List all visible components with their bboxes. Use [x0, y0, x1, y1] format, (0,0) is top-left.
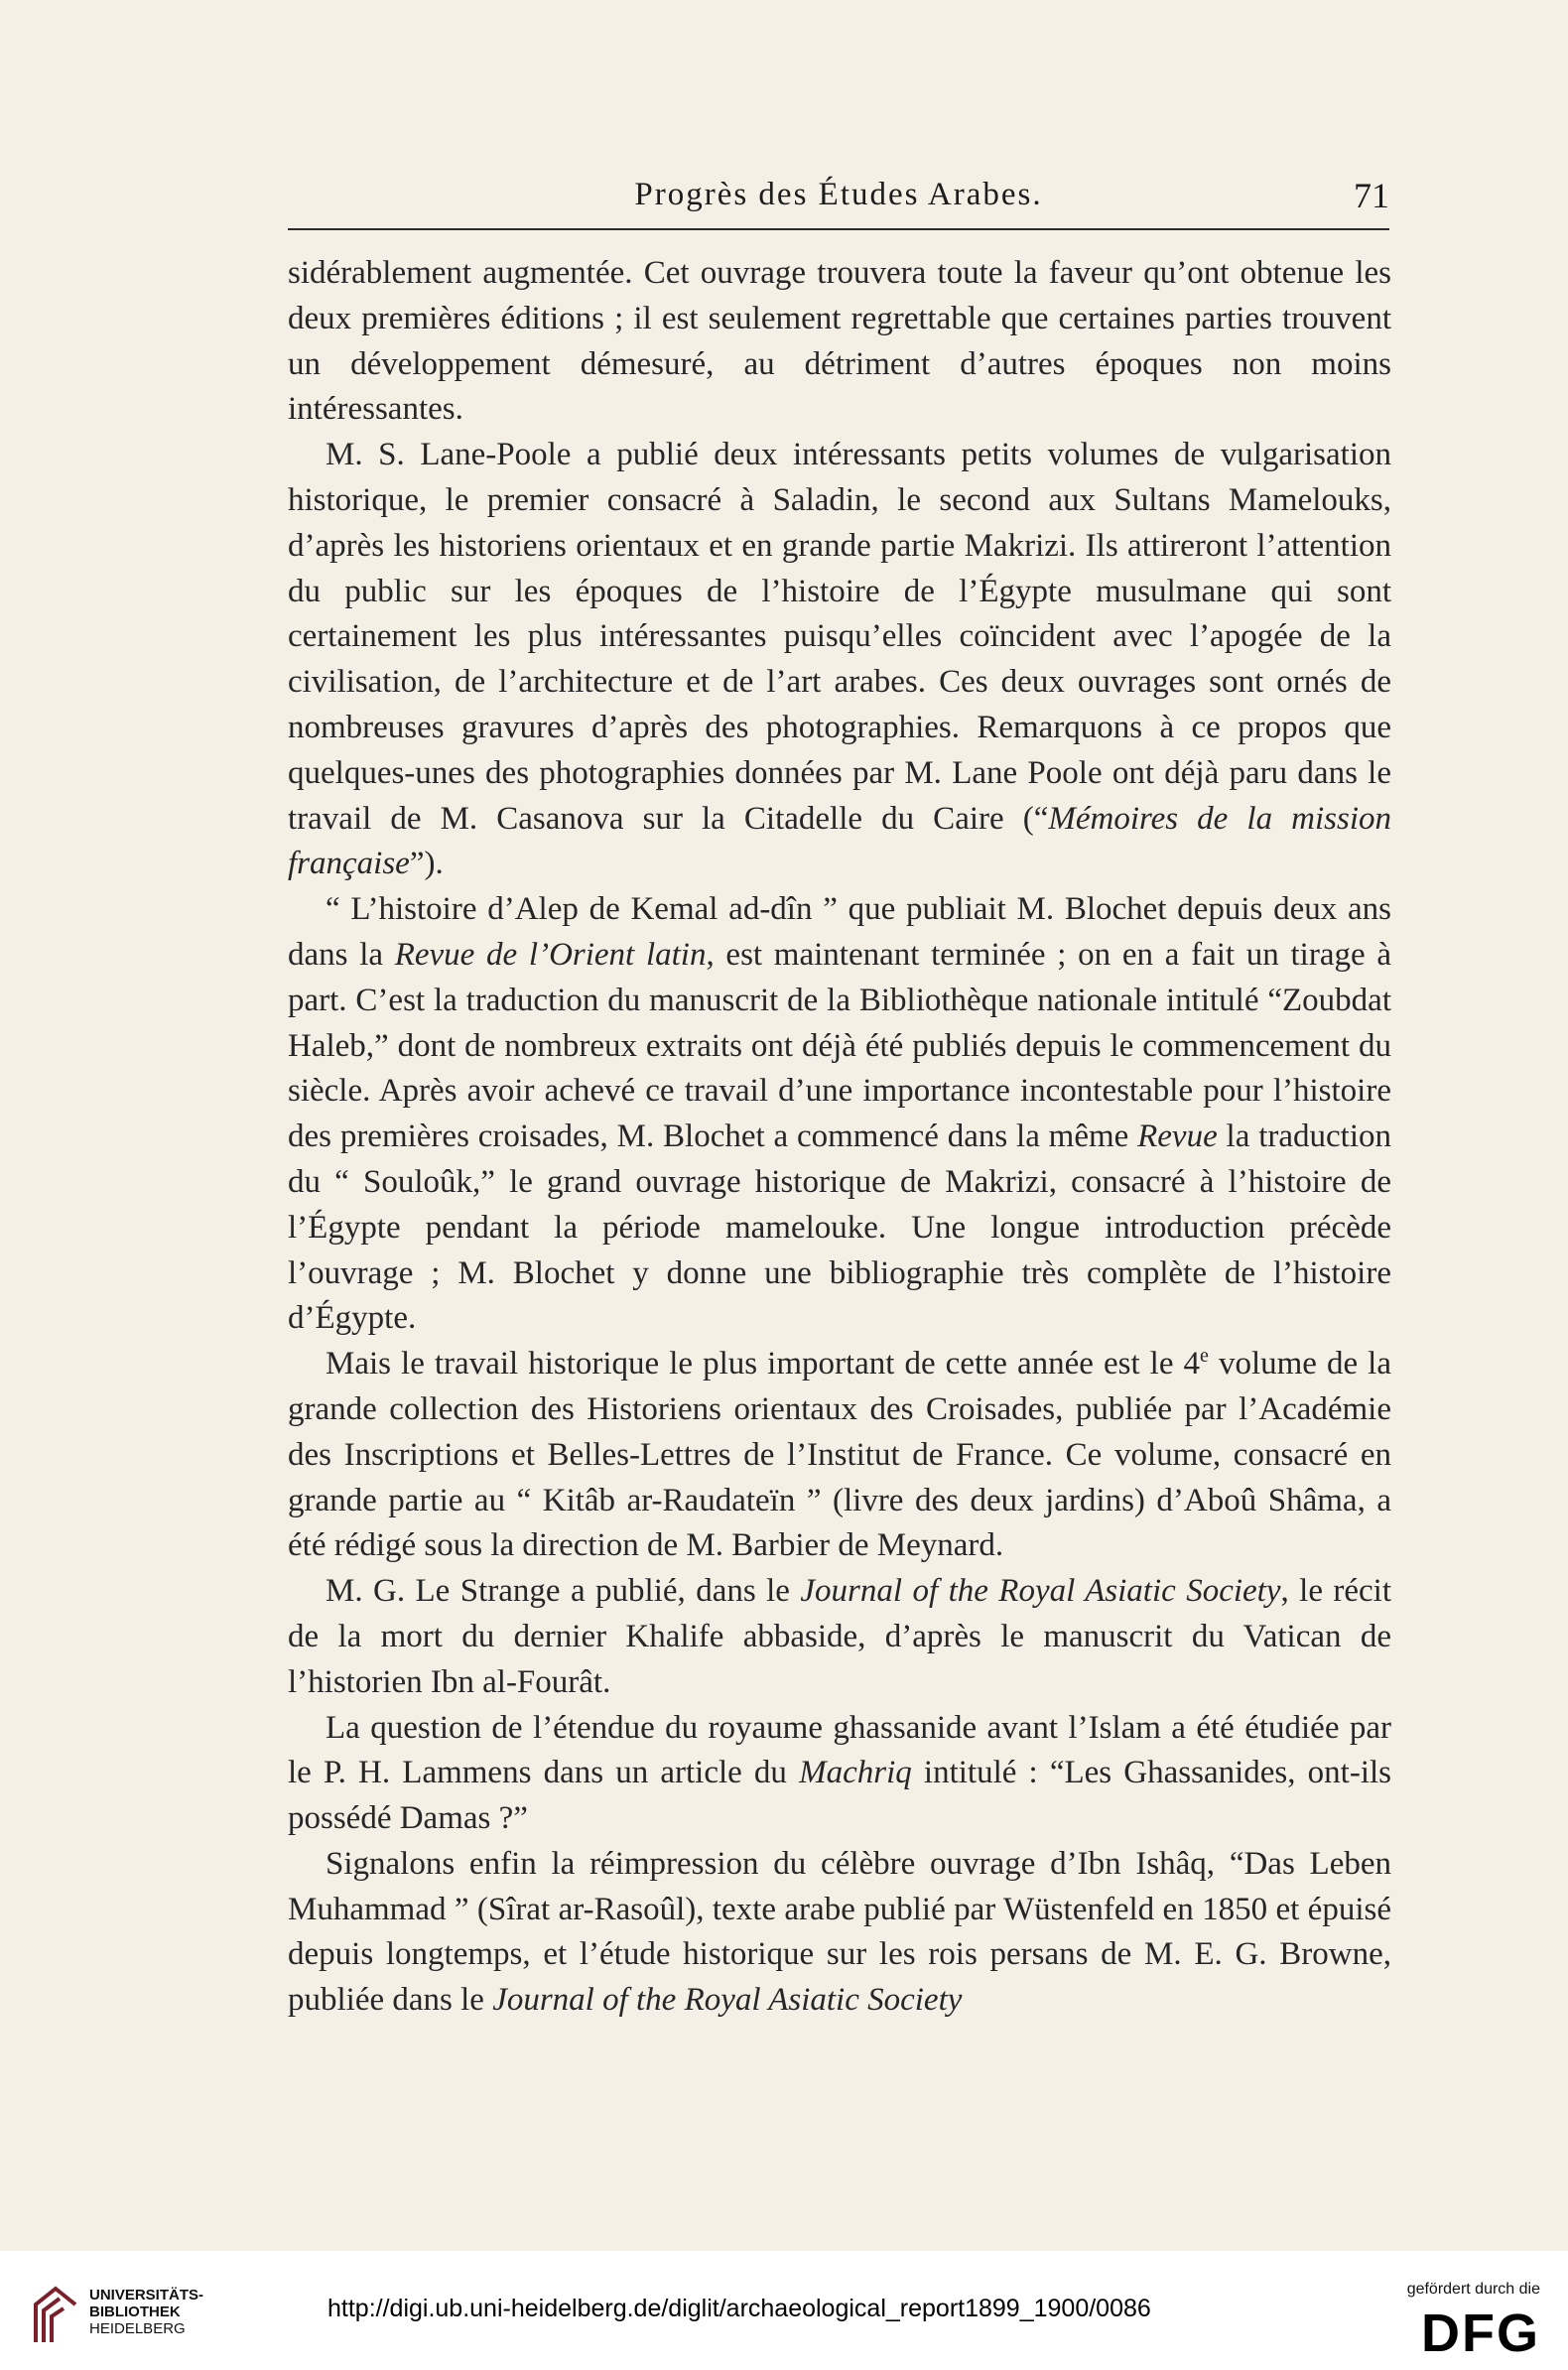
header-rule — [288, 228, 1389, 230]
paragraph-5: M. G. Le Strange a publié, dans le Journal of the Royal Asiatic Society, le récit de la mort du dernier Khalife abbaside, d’après le manuscrit du Vatican de l’historien Ibn al-Fourât. — [288, 1573, 1392, 1700]
dfg-logo: DFG — [1421, 2304, 1540, 2363]
body-text — [288, 251, 1391, 2024]
paragraph-6: La question de l’étendue du royaume ghassanide avant l’Islam a été étudiée par le P. H. Lammens dans un article du Machriq intitulé : “Les Ghassanides, ont-ils possédé Damas ?” — [288, 1709, 1391, 1837]
page-number: 71 — [1354, 176, 1389, 215]
library-name: UNIVERSITÄTS- BIBLIOTHEK HEIDELBERG — [89, 2287, 204, 2337]
source-url-link[interactable]: http://digi.ub.uni-heidelberg.de/diglit/archaeological_report1899_1900/0086 — [327, 2295, 1151, 2322]
funded-by-label: gefördert durch die — [1406, 2281, 1540, 2298]
running-title: Progrès des Études Arabes. — [634, 177, 1043, 212]
paragraph-1: sidérablement augmentée. Cet ouvrage trouvera toute la faveur qu’ont obtenue les deux premières éditions ; il est seulement regrettable que certaines parties trouvent un développement démesuré, au détriment d’autres époques non moins intéressantes. — [288, 255, 1391, 428]
page-header — [288, 177, 1389, 226]
paragraph-4: Mais le travail historique le plus important de cette année est le 4e volume de la grande collection des Historiens orientaux des Croisades, publiée par l’Académie des Inscriptions et Belles-Lettres de l’Institut de France. Ce volume, consacré en grande partie au “ Kitâb ar-Raudateïn ” (livre des deux jardins) d’Aboû Shâma, a été rédigé sous la direction de M. Barbier de Meynard. — [288, 1345, 1391, 1564]
library-logo-icon — [26, 2283, 85, 2346]
paragraph-3: “ L’histoire d’Alep de Kemal ad-dîn ” que publiait M. Blochet depuis deux ans dans la Revue de l’Orient latin, est maintenant terminée ; on en a fait un tirage à part. C’est la traduction du manuscrit de la Bibliothèque nationale intitulé “Zoubdat Haleb,” dont de nombreux extraits ont déjà été publiés depuis le commencement du siècle. Après avoir achevé ce travail d’une importance incontestable pour l’histoire des premières croisades, M. Blochet a commencé dans la même Revue la traduction du “ Souloûk,” le grand ouvrage historique de Makrizi, consacré à l’histoire de l’Égypte pendant la période mamelouke. Une longue introduction précède l’ouvrage ; M. Blochet y donne une bibliographie très complète de l’histoire d’Égypte. — [288, 891, 1391, 1337]
paragraph-7: Signalons enfin la réimpression du célèbre ouvrage d’Ibn Ishâq, “Das Leben Muhammad ” (Sîrat ar-Rasoûl), texte arabe publié par Wüstenfeld en 1850 et épuisé depuis longtemps, et l’étude historique sur les rois persans de M. E. G. Browne, publiée dans le Journal of the Royal Asiatic Society — [288, 1845, 1391, 2019]
paragraph-2: M. S. Lane-Poole a publié deux intéressants petits volumes de vulgarisation historique, le premier consacré à Saladin, le second aux Sultans Mamelouks, d’après les historiens orientaux et en grande partie Makrizi. Ils attireront l’attention du public sur les époques de l’histoire de l’Égypte musulmane qui sont certainement les plus intéressantes puisqu’elles coïncident avec l’apogée de la civilisation, de l’architecture et de l’art arabes. Ces deux ouvrages sont ornés de nombreuses gravures d’après des photographies. Remarquons à ce propos que quelques-unes des photographies données par M. Lane Poole ont déjà paru dans le travail de M. Casanova sur la Citadelle du Caire (“Mémoires de la mission française”). — [288, 437, 1391, 882]
